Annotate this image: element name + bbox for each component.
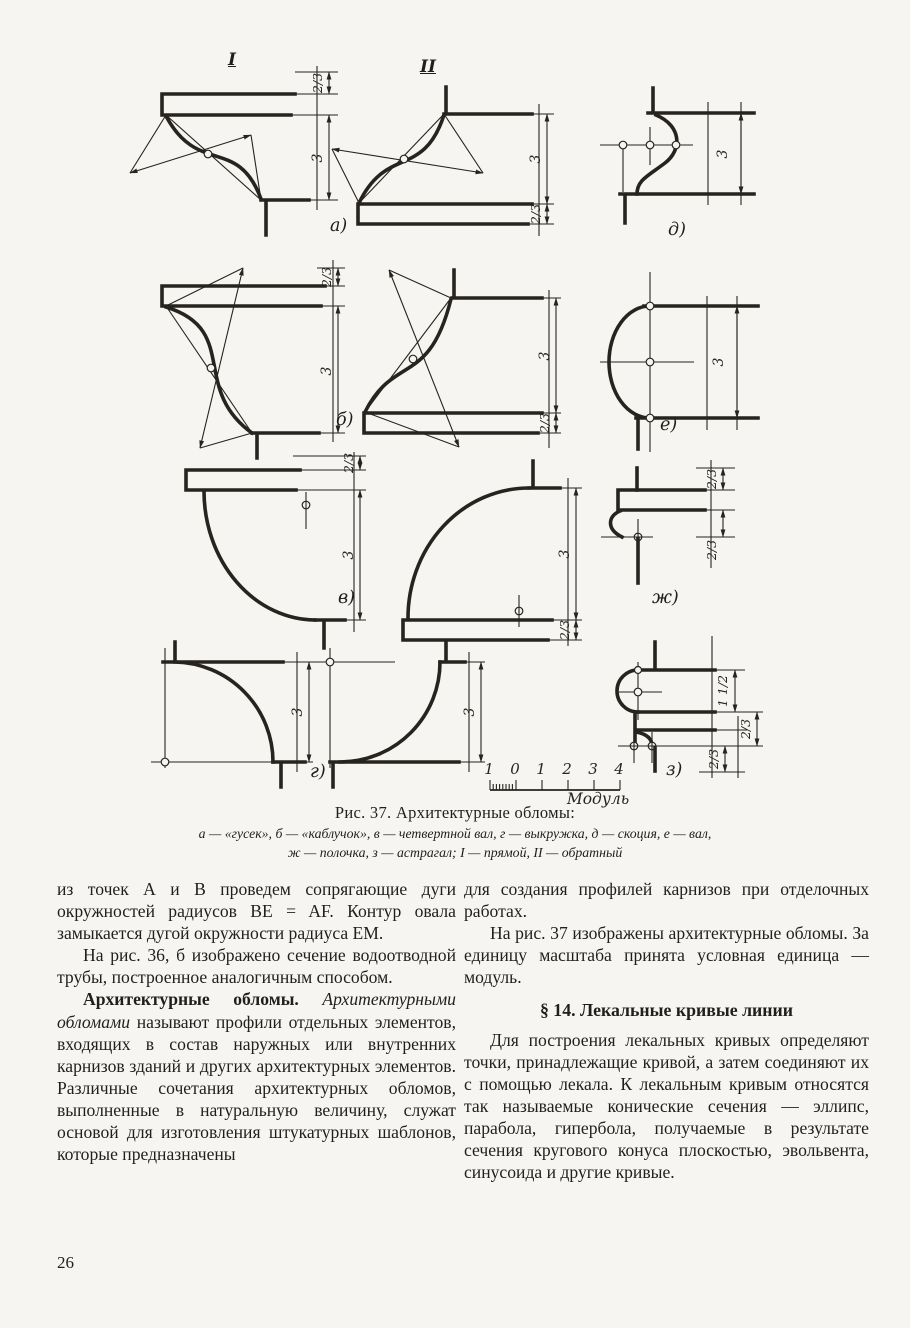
dim-label: 3 <box>711 357 727 367</box>
dim-label: 3 <box>319 366 335 376</box>
tick-label: 3 <box>588 760 598 778</box>
dim-label: 3 <box>715 149 731 159</box>
section-heading: § 14. Лекальные кривые линии <box>539 1000 794 1021</box>
panel-label-d: д) <box>668 220 686 240</box>
dim-label: 2/3 <box>528 203 543 225</box>
paragraph-rest: называют профили отдельных элементов, входящих в состав наружных или внутренних карнизов зданий и других архитектурных элементов. Различные сочетания архитектурных обломов, выполненные в натуральную величину, служат основой для изготовления штукатурных шаблонов, которые предназначены <box>57 1011 457 1165</box>
dim-label: 3 <box>462 707 478 717</box>
quarter-round-concave-drawing <box>186 452 366 648</box>
dim-label: 1 1/2 <box>715 674 730 708</box>
panel-v-quarter-round <box>148 448 603 653</box>
figure-caption-line1: а — «гусек», б — «каблучок», в — четвертной вал, г — выкружка, д — скоция, е — вал, <box>198 826 712 841</box>
page-number: 26 <box>57 1253 74 1272</box>
scotia-drawing <box>600 88 754 223</box>
panel-label-v: в) <box>338 588 356 608</box>
tick-label: 4 <box>614 760 624 778</box>
dim-label: 3 <box>537 351 553 361</box>
panel-label-b: б) <box>336 410 354 430</box>
paragraph-lead: Архитектурные обломы. <box>83 989 299 1010</box>
tick-label: 1 <box>484 760 494 778</box>
panel-label-e: е) <box>660 415 678 435</box>
dim-label: 2/3 <box>319 266 334 288</box>
paragraph: На рис. 37 изображены архитектурные обломы. За единицу масштаба принята условная единица — модуль. <box>464 923 869 988</box>
dim-label: 3 <box>310 153 326 163</box>
cavetto-left-drawing <box>151 642 313 787</box>
panel-label-z: з) <box>666 760 683 780</box>
paragraph: для создания профилей карнизов при отделочных работах. <box>464 879 869 922</box>
quarter-round-convex-drawing <box>403 461 582 646</box>
kabluchok-reverse-drawing <box>364 270 561 448</box>
panel-label-g: г) <box>310 762 326 782</box>
panel-label-a: а) <box>330 216 348 236</box>
module-label: Модуль <box>566 790 630 808</box>
dim-label: 2/3 <box>738 718 753 740</box>
panel-zh-fillet <box>592 452 812 647</box>
cavetto-right-drawing <box>305 641 485 787</box>
fillet-drawing <box>601 460 735 583</box>
panel-label-zh: ж) <box>652 588 679 608</box>
panel-d-scotia <box>592 82 812 252</box>
paragraph <box>57 988 456 1165</box>
right-column <box>464 878 869 1183</box>
paragraph: Для построения лекальных кривых определяют точки, принадлежащие кривой, а затем соединяют их с помощью лекала. К лекальным кривым относятся так называемые конические сечения — эллипс, парабола, гипербола, получаемые в результате сечения кругового конуса плоскостью, эвольвента, синусоида и другие кривые. <box>464 1029 869 1183</box>
dim-label: 3 <box>528 154 544 164</box>
dim-label: 2/3 <box>310 72 325 94</box>
dim-label: 2/3 <box>704 468 719 490</box>
paragraph-term: Архитектурными обломами <box>57 989 456 1032</box>
panel-g-cavetto <box>145 640 515 795</box>
panel-a-gusek <box>92 52 562 262</box>
dim-label: 3 <box>290 707 306 717</box>
tick-label: 0 <box>510 760 520 778</box>
scale-drawing <box>484 760 629 808</box>
gusek-straight-drawing <box>130 66 338 235</box>
panel-b-kabluchok <box>92 256 572 466</box>
gusek-reverse-drawing <box>332 87 554 236</box>
dim-label: 2/3 <box>704 539 719 561</box>
figure-caption-title: Рис. 37. Архитектурные обломы: <box>334 803 576 822</box>
dim-label: 3 <box>341 550 357 560</box>
left-column <box>57 878 456 1165</box>
variant-label-straight: I <box>228 50 236 70</box>
torus-drawing <box>600 272 758 452</box>
tick-label: 1 <box>536 760 546 778</box>
variant-label-reverse: II <box>420 57 436 77</box>
dim-label: 2/3 <box>557 619 572 641</box>
dim-label: 2/3 <box>341 452 356 474</box>
dim-label: 2/3 <box>537 412 552 434</box>
panel-e-torus <box>588 268 808 458</box>
kabluchok-straight-drawing <box>162 260 345 458</box>
dim-label: 3 <box>557 549 573 559</box>
dim-label: 2/3 <box>706 748 721 770</box>
paragraph: из точек А и В проведем сопрягающие дуги окружностей радиусов BE = AF. Контур овала замыкается дугой окружности радиуса EM. <box>57 879 456 944</box>
module-scale-ruler <box>478 750 678 808</box>
paragraph: На рис. 36, б изображено сечение водоотводной трубы, построенное аналогичным способом. <box>57 945 456 988</box>
tick-label: 2 <box>562 760 572 778</box>
figure-caption-line2: ж — полочка, з — астрагал; I — прямой, II — обратный <box>287 845 623 860</box>
